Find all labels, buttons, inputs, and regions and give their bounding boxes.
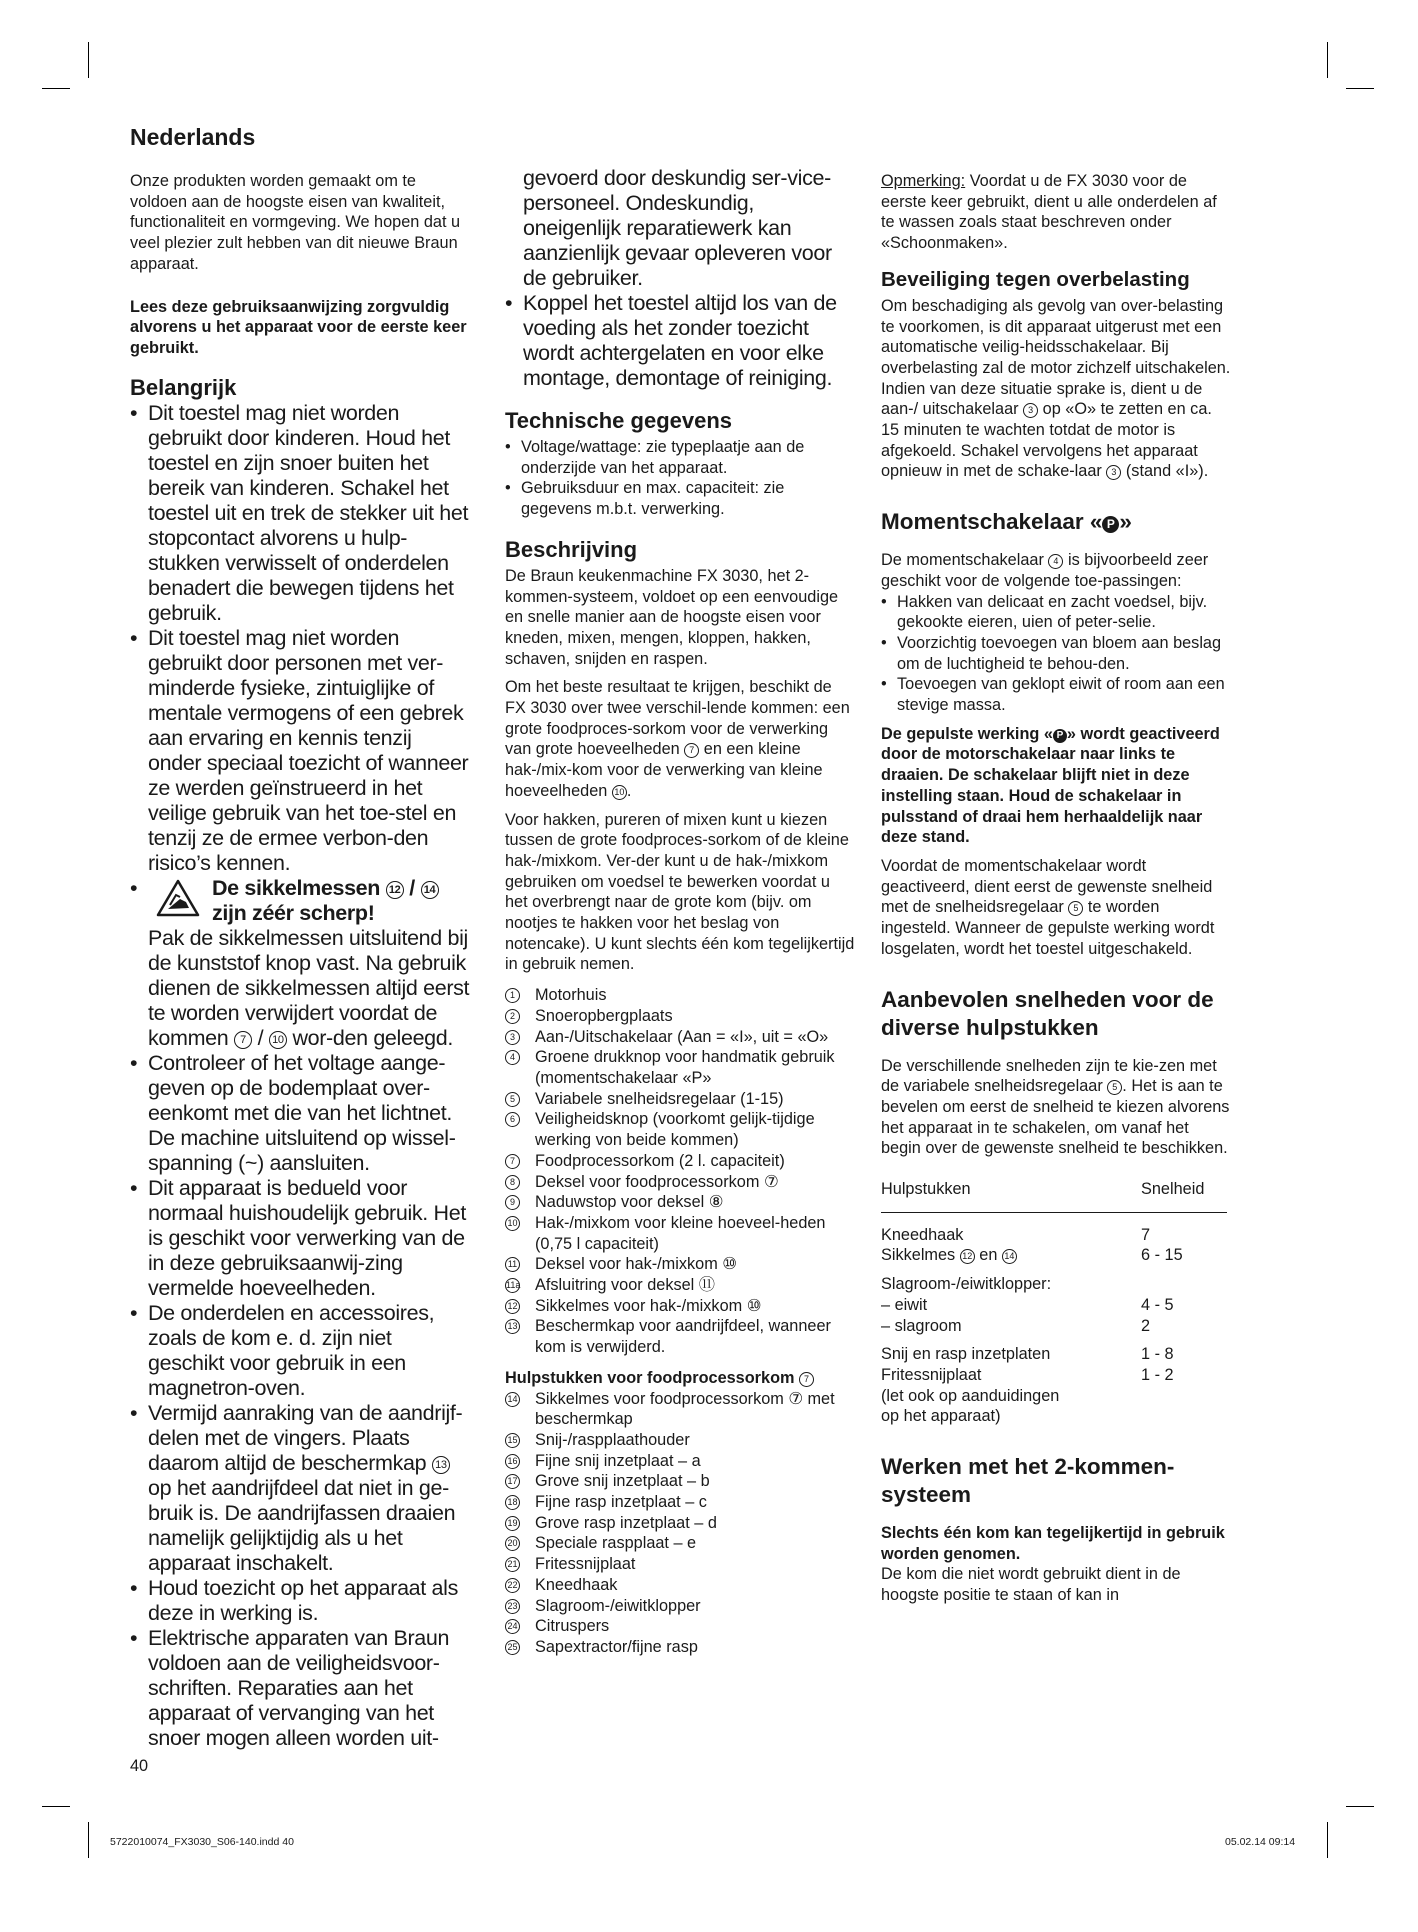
accessory-item: [505, 1389, 855, 1430]
item-number: 4: [505, 1050, 520, 1065]
item-number: 13: [505, 1319, 520, 1334]
description-paragraph: Om het beste resultaat te krijgen, beschikt de FX 3030 over twee verschil-lende kommen: een grote foodproces-sorkom voor de verwerking van grote hoeveelheden 7 en een kleine hak-/mix-kom voor de verwerking van kleine hoeveelheden 10 .: [505, 678, 850, 800]
item-number: 20: [505, 1536, 520, 1551]
pulse-bold-note: De gepulste werking « P » wordt geactiveerd door de motorschakelaar naar links te draaien. De schakelaar blijft niet in deze instelling staan. Houd de schakelaar in pulsstand of draai hem herhaaldelijk naar deze stand.: [881, 724, 1220, 847]
overload-heading: Beveiliging tegen overbelasting: [881, 267, 1190, 291]
accessory-item-text: Fritessnijplaat: [535, 1555, 636, 1574]
accessory-item: [505, 1471, 855, 1492]
part-item-text: Groene drukknop voor handmatik gebruik (momentschakelaar «P»: [535, 1048, 835, 1087]
item-number: 21: [505, 1557, 520, 1572]
two-bowl-bold-note: Slechts één kom kan tegelijkertijd in gebruik worden genomen.: [881, 1524, 1225, 1563]
speed-intro: De verschillende snelheden zijn te kie-zen met de variabele snelheidsregelaar 5 . Het is aan te bevelen om eerst de snelheid te kiezen alvorens het apparaat in te schakelen, om vanaf het begin over de gewenste snelheid te beschikken.: [881, 1056, 1230, 1158]
table-row: Slagroom-/eiwitklopper:: [881, 1275, 1052, 1294]
pulse-use-item: • Hakken van delicaat en zacht voedsel, bijv. gekookte eieren, uien of peter-selie.: [881, 592, 1231, 633]
part-item-text: Afsluitring voor deksel ⑪: [535, 1276, 716, 1295]
item-number: 25: [505, 1640, 520, 1655]
table-row: Sikkelmes 12 en 14 6 - 15: [881, 1246, 1183, 1265]
item-number: 9: [505, 1195, 520, 1210]
column-3: [881, 171, 1231, 1606]
speed-table: [881, 1179, 1227, 1427]
item-number: 15: [505, 1433, 520, 1448]
description-paragraph: De Braun keukenmachine FX 3030, het 2-kommen-systeem, voldoet op een eenvoudige en snelle manier aan de hoogste eisen voor kneden, mixen, mengen, kloppen, hakken, schaven, snijden en raspen.: [505, 566, 839, 668]
accessory-item: [505, 1596, 855, 1617]
technical-data-list: [505, 437, 855, 520]
table-row: Fritessnijplaat 1 - 2: [881, 1365, 1174, 1384]
item-number: 19: [505, 1516, 520, 1531]
item-number: 18: [505, 1495, 520, 1510]
tech-item: • Gebruiksduur en max. capaciteit: zie gegevens m.b.t. verwerking.: [505, 478, 855, 519]
accessory-item-text: Fijne snij inzetplaat – a: [535, 1451, 701, 1470]
part-item-text: Deksel voor foodprocessorkom ⑦: [535, 1172, 779, 1191]
accessory-item-text: Citruspers: [535, 1617, 610, 1636]
blade-warning: [130, 876, 470, 1051]
safety-bullet: [130, 626, 470, 876]
part-item: [505, 1213, 855, 1254]
part-item: [505, 1254, 855, 1275]
item-number: 7: [505, 1154, 520, 1169]
accessories-list: [505, 1389, 855, 1658]
part-item-text: Veiligheidsknop (voorkomt gelijk-tijdige werking von beide kommen): [535, 1110, 815, 1150]
crop-mark: [42, 1806, 70, 1807]
sharp-blade-warning-icon: [156, 878, 200, 918]
item-number: 17: [505, 1474, 520, 1489]
tech-item: • Voltage/wattage: zie typeplaatje aan de onderzijde van het apparaat.: [505, 437, 855, 478]
item-number: 8: [505, 1175, 520, 1190]
part-item-text: Deksel voor hak-/mixkom ⑩: [535, 1255, 737, 1274]
safety-continuation: gevoerd door deskundig ser-vice-personeel. Ondeskundig, oneigenlijk reparatiewerk kan aanzienlijk gevaar opleveren voor de gebruiker.: [523, 166, 832, 290]
table-row: – eiwit 4 - 5: [881, 1295, 1174, 1314]
part-item: [505, 1006, 855, 1027]
safety-bullet: • Controleer of het voltage aange-geven op de bodemplaat over-eenkomt met die van het lichtnet. De machine uitsluitend op wissel-spanning (~) aansluiten.: [130, 1051, 470, 1176]
item-number: 3: [505, 1030, 520, 1045]
blade-warning-title: • De sikkelmessen 12 / 14 zijn zéér scherp!: [212, 876, 470, 926]
part-item-text: Snoeropbergplaats: [535, 1006, 673, 1025]
important-heading: Belangrijk: [130, 374, 237, 400]
part-item-text: Motorhuis: [535, 986, 607, 1005]
pulse-use-item: • Toevoegen van geklopt eiwit of room aan een stevige massa.: [881, 674, 1231, 715]
parts-list: [505, 985, 855, 1358]
footer-file-name: 5722010074_FX3030_S06-140.indd 40: [110, 1836, 294, 1848]
two-bowl-paragraph: De kom die niet wordt gebruikt dient in de hoogste positie te staan of kan in: [881, 1565, 1181, 1605]
page-title: Nederlands: [130, 124, 256, 150]
accessory-item: [505, 1430, 855, 1451]
technical-data-heading: Technische gegevens: [505, 408, 733, 433]
item-number: 11: [505, 1257, 520, 1272]
pulse-intro: De momentschakelaar 4 is bijvoorbeeld zeer geschikt voor de volgende toe-passingen:: [881, 551, 1209, 590]
item-number: 2: [505, 1009, 520, 1024]
part-item-text: Sikkelmes voor hak-/mixkom ⑩: [535, 1296, 762, 1315]
safety-bullet: • De onderdelen en accessoires, zoals de kom e. d. zijn niet geschikt voor gebruik in een magnetron-oven.: [130, 1301, 470, 1401]
crop-mark: [1346, 88, 1374, 89]
accessories-heading: Hulpstukken voor foodprocessorkom 7: [505, 1368, 855, 1389]
blade-warning-text: Pak de sikkelmessen uitsluitend bij de kunststof knop vast. Na gebruik dienen de sikkelmessen altijd eerst te worden verwijdert voordat de kommen 7 / 10 wor-den geleegd.: [148, 925, 470, 1050]
accessory-item-text: Fijne rasp inzetplaat – c: [535, 1493, 707, 1512]
read-instructions-note: Lees deze gebruiksaanwijzing zorgvuldig alvorens u het apparaat voor de eerste keer gebruikt.: [130, 297, 467, 357]
description-paragraph: Voor hakken, pureren of mixen kunt u kiezen tussen de grote foodproces-sorkom of de kleine hak-/mixkom. Ver-der kunt u de hak-/mixkom gebruiken om voedsel te bewerken voordat u het overbrengt naar de grote kom (bijv. om nootjes te hakken voor het beslag von notencake). U kunt slechts één kom tegelijkertijd in gebruik nemen.: [505, 810, 855, 974]
crop-mark: [88, 1822, 89, 1858]
item-number: 22: [505, 1578, 520, 1593]
part-item: [505, 1275, 855, 1296]
pulse-switch-heading: Momentschakelaar « P »: [881, 509, 1132, 535]
safety-bullet-text: Dit toestel mag niet worden gebruikt door kinderen. Houd het toestel en zijn snoer buiten het bereik van kinderen. Schakel het toestel uit en trek de stekker uit het stopcontact alvorens u hulp-stukken verwisselt of onderdelen benadert die bewegen tijdens het gebruik.: [148, 400, 469, 625]
table-row: Kneedhaak 7: [881, 1225, 1151, 1244]
part-item-text: Hak-/mixkom voor kleine hoeveel-heden (0,75 l capaciteit): [535, 1213, 826, 1253]
accessory-item: [505, 1513, 855, 1534]
part-item-text: Aan-/Uitschakelaar (Aan = «I», uit = «O»: [535, 1027, 829, 1046]
accessory-item-text: Grove rasp inzetplaat – d: [535, 1513, 717, 1532]
table-row: – slagroom 2: [881, 1316, 1151, 1335]
accessory-item: [505, 1451, 855, 1472]
safety-list-end: [505, 291, 855, 391]
safety-bullet: • Koppel het toestel altijd los van de voeding als het zonder toezicht wordt achtergelaten en voor elke montage, demontage of reiniging.: [505, 291, 855, 391]
part-item-text: Naduwstop voor deksel ⑧: [535, 1193, 724, 1212]
part-item: [505, 1027, 855, 1048]
part-item-text: Beschermkap voor aandrijfdeel, wanneer kom is verwijderd.: [535, 1317, 831, 1357]
accessory-item: [505, 1575, 855, 1596]
safety-bullet: • Dit apparaat is bedueld voor normaal huishoudelijk gebruik. Het is geschikt voor verwerking van de in deze gebruiksaanwij-zing vermelde hoeveelheden.: [130, 1176, 470, 1301]
accessory-item-text: Slagroom-/eiwitklopper: [535, 1596, 701, 1615]
item-number: 5: [505, 1092, 520, 1107]
part-item: [505, 1192, 855, 1213]
pulse-uses-list: [881, 592, 1231, 716]
overload-paragraph: Om beschadiging als gevolg van over-belasting te voorkomen, is dit apparaat uitgerust met een automatische veilig-heidsschakelaar. Bij overbelasting zal de motor zichzelf uitschakelen. Indien van deze situatie sprake is, dient u de aan-/ uitschakelaar 3 op «O» te zetten en ca. 15 minuten te wachten totdat de motor is afgekoeld. Schakel vervolgens het apparaat opnieuw in met de schake-laar 3 (stand «I»).: [881, 296, 1231, 481]
item-number: 1: [505, 988, 520, 1003]
accessory-item-text: Grove snij inzetplaat – b: [535, 1472, 710, 1491]
crop-mark: [42, 88, 70, 89]
pulse-paragraph: Voordat de momentschakelaar wordt geactiveerd, dient eerst de gewenste snelheid met de snelheidsregelaar 5 te worden ingesteld. Wanneer de gepulste werking wordt losgelaten, wordt het toestel uitgeschakeld.: [881, 856, 1215, 958]
part-item: [505, 1316, 855, 1357]
part-item: [505, 1109, 855, 1150]
safety-list: [130, 401, 470, 876]
safety-list-continued: [130, 1051, 470, 1751]
table-header-speed: Snelheid: [1141, 1179, 1227, 1212]
two-bowl-heading: Werken met het 2-kommen-systeem: [881, 1454, 1175, 1508]
speed-table-header: [881, 1179, 1227, 1212]
accessory-item: [505, 1616, 855, 1637]
safety-bullet: [130, 401, 470, 626]
item-number: 11a: [505, 1278, 520, 1293]
part-item-text: Variabele snelheidsregelaar (1-15): [535, 1089, 784, 1108]
pulse-use-item: • Voorzichtig toevoegen van bloem aan beslag om de luchtigheid te behou-den.: [881, 633, 1231, 674]
part-item: [505, 1047, 855, 1088]
crop-mark: [88, 42, 89, 78]
part-item: [505, 1151, 855, 1172]
item-number: 16: [505, 1454, 520, 1469]
table-row: Snij en rasp inzetplaten 1 - 8: [881, 1345, 1174, 1364]
accessory-item-text: Sapextractor/fijne rasp: [535, 1637, 698, 1656]
accessory-item: [505, 1492, 855, 1513]
column-2: [505, 166, 855, 1658]
crop-mark: [1327, 1822, 1328, 1858]
crop-mark: [1346, 1806, 1374, 1807]
note-paragraph: Opmerking: Voordat u de FX 3030 voor de eerste keer gebruikt, dient u alle onderdelen af te wassen zoals staat beschreven onder «Schoonmaken».: [881, 172, 1217, 253]
part-item: [505, 1172, 855, 1193]
intro-paragraph: Onze produkten worden gemaakt om te voldoen aan de hoogste eisen van kwaliteit, functionaliteit en vormgeving. We hopen dat u veel plezier zult hebben van dit nieuwe Braun apparaat.: [130, 172, 461, 273]
page-number: 40: [130, 1757, 149, 1775]
accessory-item-text: Speciale raspplaat – e: [535, 1534, 697, 1553]
accessory-item: [505, 1637, 855, 1658]
item-number: 12: [505, 1299, 520, 1314]
accessory-item-text: Sikkelmes voor foodprocessorkom ⑦ met beschermkap: [535, 1389, 835, 1429]
accessory-item: [505, 1554, 855, 1575]
safety-bullet: • Houd toezicht op het apparaat als deze in werking is.: [130, 1576, 470, 1626]
speed-heading: Aanbevolen snelheden voor de diverse hulpstukken: [881, 986, 1214, 1040]
part-item: [505, 1296, 855, 1317]
item-number: 14: [505, 1392, 520, 1407]
part-item: [505, 985, 855, 1006]
accessory-item: [505, 1533, 855, 1554]
table-header-accessory: Hulpstukken: [881, 1179, 1141, 1212]
item-number: 23: [505, 1599, 520, 1614]
accessory-item-text: Snij-/raspplaathouder: [535, 1430, 690, 1449]
item-number: 6: [505, 1112, 520, 1127]
column-1: [130, 171, 470, 1751]
safety-bullet: • Elektrische apparaten van Braun voldoen aan de veiligheidsvoor-schriften. Reparaties aan het apparaat of vervanging van het snoer mogen alleen worden uit-: [130, 1626, 470, 1751]
footer-timestamp: 05.02.14 09:14: [1225, 1836, 1296, 1848]
part-item: [505, 1089, 855, 1110]
accessory-item-text: Kneedhaak: [535, 1575, 618, 1594]
table-row: (let ook op aanduidingen op het apparaat): [881, 1386, 1060, 1426]
description-heading: Beschrijving: [505, 536, 638, 562]
item-number: 10: [505, 1216, 520, 1231]
part-item-text: Foodprocessorkom (2 l. capaciteit): [535, 1151, 785, 1170]
safety-bullet-text: Dit toestel mag niet worden gebruikt door personen met ver-minderde fysieke, zintuiglijke of mentale vermogens of een gebrek aan ervaring en kennis tenzij onder speciaal toezicht of wanneer ze werden geïnstrueerd in het veilige gebruik van het toe-stel en tenzij ze de ermee verbon-den risico’s kennen.: [148, 625, 469, 875]
safety-bullet: • Vermijd aanraking van de aandrijf-delen met de vingers. Plaats daarom altijd de beschermkap 13 op het aandrijfdeel dat niet in ge-bruik is. De aandrijfassen draaien namelijk gelijktijdig als u het apparaat inschakelt.: [130, 1401, 470, 1576]
crop-mark: [1327, 42, 1328, 78]
item-number: 24: [505, 1619, 520, 1634]
